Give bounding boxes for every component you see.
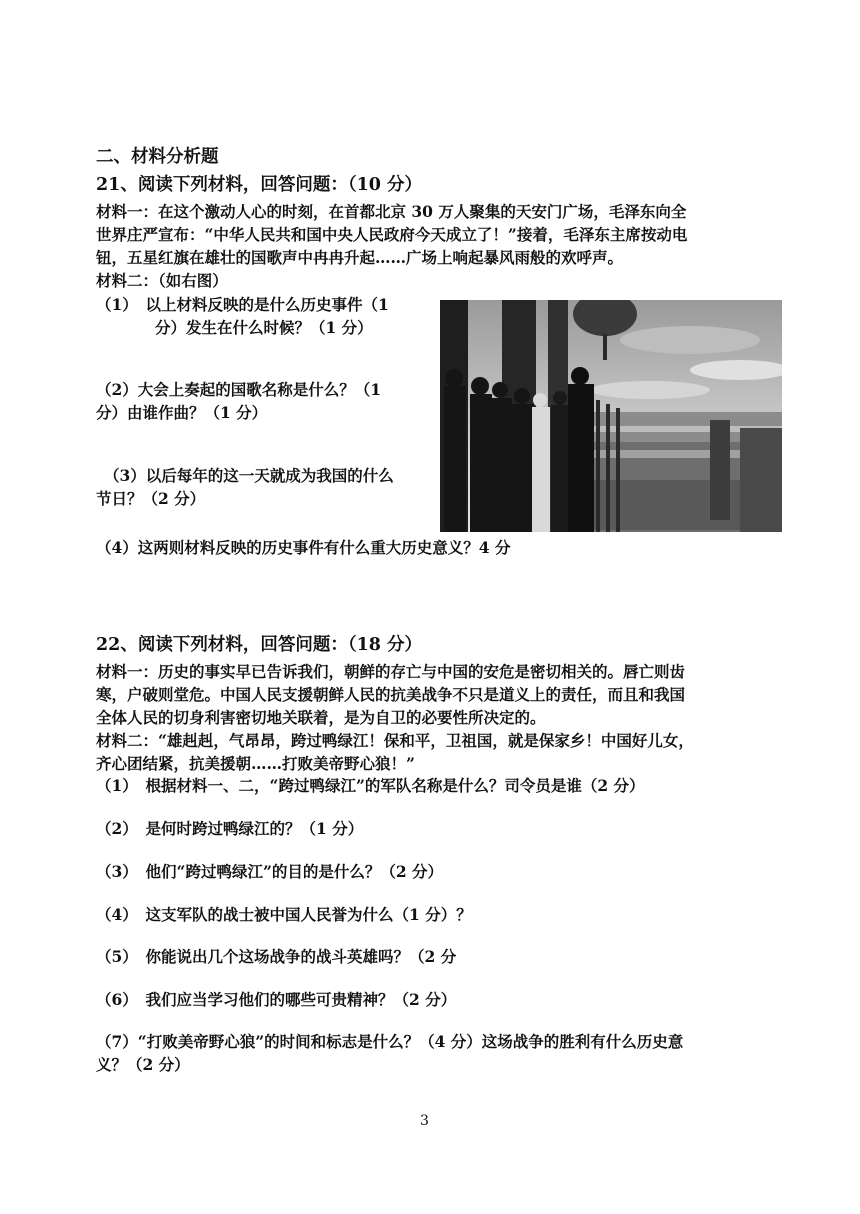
page-number: 3 bbox=[420, 1113, 429, 1129]
q21-material1-line: 钮，五星红旗在雄壮的国歌声中冉冉升起……广场上响起暴风雨般的欢呼声。 bbox=[96, 248, 624, 267]
q21-question-2-cont: 分）由谁作曲？（1 分） bbox=[96, 403, 268, 422]
q22-title: 22、阅读下列材料，回答问题：（18 分） bbox=[96, 635, 423, 655]
section-title: 二、材料分析题 bbox=[96, 147, 219, 167]
q22-question-7-cont: 义？（2 分） bbox=[96, 1055, 190, 1074]
q21-material1-line: 世界庄严宣布：“中华人民共和国中央人民政府今天成立了！”接着，毛泽东主席按动电 bbox=[96, 225, 688, 244]
q21-question-4: （4）这两则材料反映的历史事件有什么重大历史意义？4 分 bbox=[96, 538, 511, 557]
q21-title: 21、阅读下列材料，回答问题：（10 分） bbox=[96, 175, 423, 195]
q22-material2-line: 材料二：“雄赳赳，气昂昂，跨过鸭绿江！保和平，卫祖国，就是保家乡！中国好儿女， bbox=[96, 731, 694, 750]
q22-material2-line: 齐心团结紧，抗美援朝……打败美帝野心狼！” bbox=[96, 754, 415, 773]
q22-question-5: （5） 你能说出几个这场战争的战斗英雄吗？（2 分 bbox=[96, 947, 457, 966]
q22-question-4: （4） 这支军队的战士被中国人民誉为什么（1 分）？ bbox=[96, 905, 472, 924]
q21-question-1: （1） 以上材料反映的是什么历史事件（1 bbox=[96, 295, 389, 314]
q21-question-2: （2）大会上奏起的国歌名称是什么？（1 bbox=[96, 380, 382, 399]
q22-question-1: （1） 根据材料一、二，“跨过鸭绿江”的军队名称是什么？司令员是谁（2 分） bbox=[96, 776, 645, 795]
q22-question-7: （7）“打败美帝野心狼”的时间和标志是什么？（4 分）这场战争的胜利有什么历史意 bbox=[96, 1032, 684, 1051]
q22-material1-line: 全体人民的切身利害密切地关联着，是为自卫的必要性所决定的。 bbox=[96, 708, 546, 727]
q22-material1-line: 寒，户破则堂危。中国人民支援朝鲜人民的抗美战争不只是道义上的责任，而且和我国 bbox=[96, 685, 686, 704]
q21-material2: 材料二：（如右图） bbox=[96, 271, 228, 290]
q22-material1-line: 材料一：历史的事实早已告诉我们，朝鲜的存亡与中国的安危是密切相关的。唇亡则齿 bbox=[96, 662, 686, 681]
founding-ceremony-photo bbox=[440, 300, 782, 532]
q21-material1-line: 材料一：在这个激动人心的时刻，在首都北京 30 万人聚集的天安门广场，毛泽东向全 bbox=[96, 202, 687, 221]
q22-question-2: （2） 是何时跨过鸭绿江的？（1 分） bbox=[96, 819, 364, 838]
q21-question-3: （3）以后每年的这一天就成为我国的什么 bbox=[104, 466, 394, 485]
q22-question-3: （3） 他们“跨过鸭绿江”的目的是什么？（2 分） bbox=[96, 862, 444, 881]
q21-question-1-cont: 分）发生在什么时候？（1 分） bbox=[155, 318, 373, 337]
q21-question-3-cont: 节日？（2 分） bbox=[96, 489, 206, 508]
q22-question-6: （6） 我们应当学习他们的哪些可贵精神？（2 分） bbox=[96, 990, 457, 1009]
